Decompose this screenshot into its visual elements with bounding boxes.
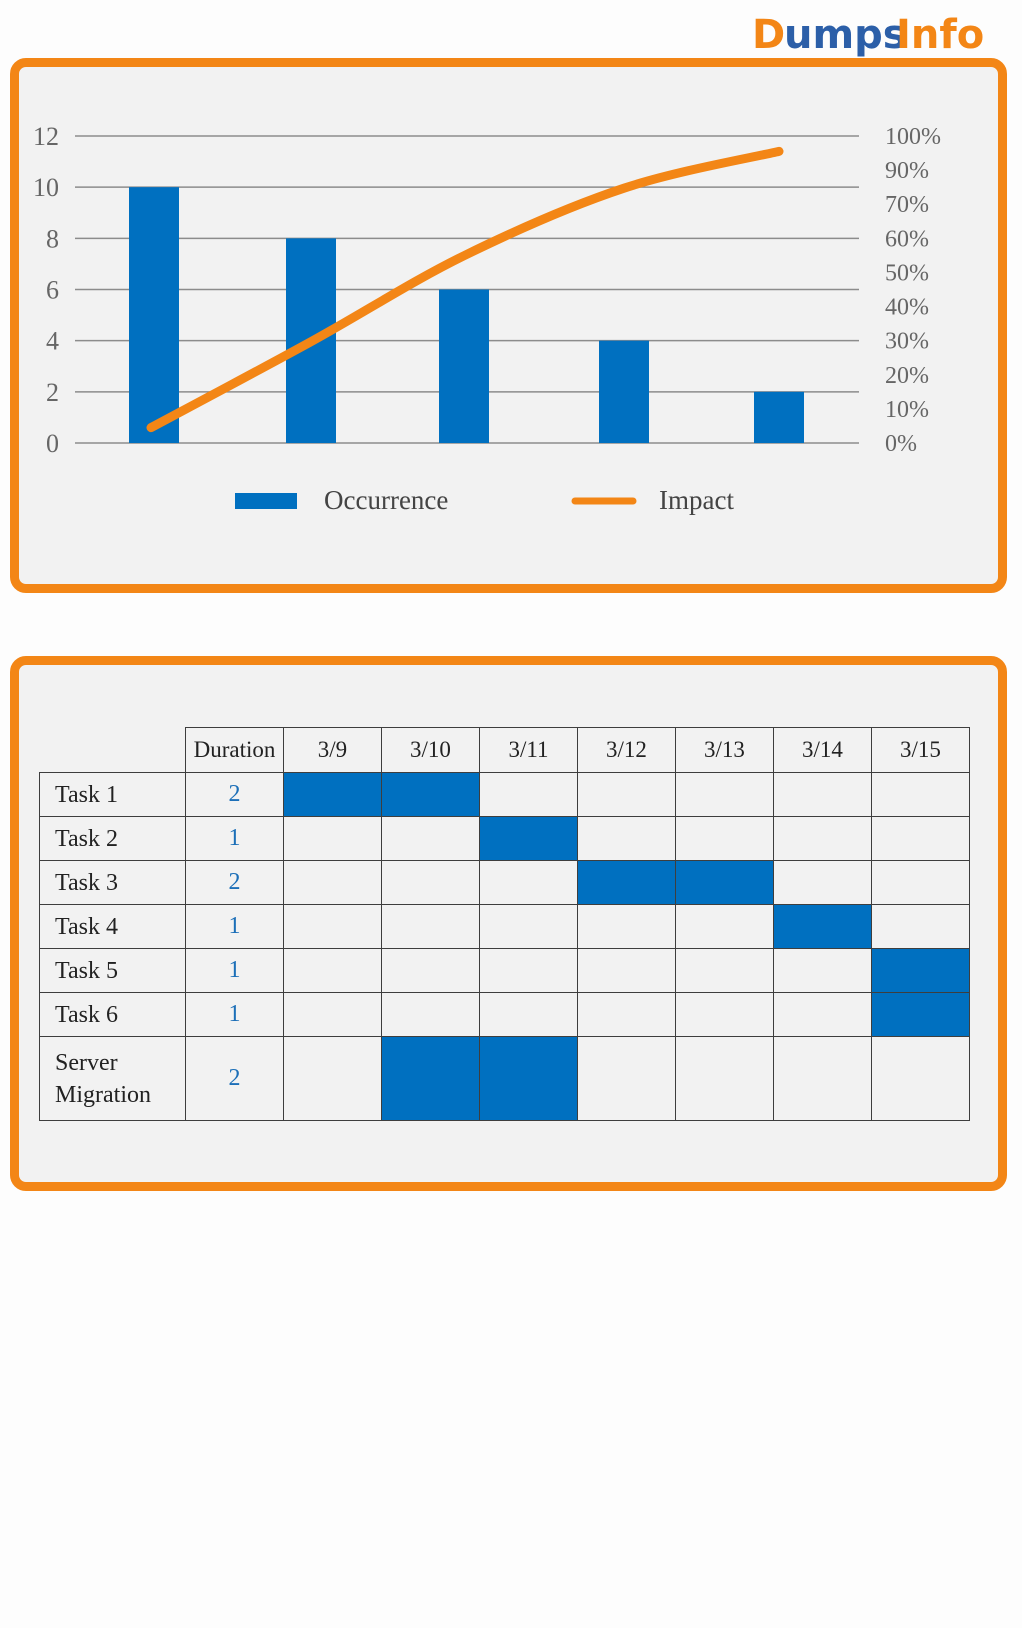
schedule-cell-empty — [578, 773, 676, 817]
schedule-cell-empty — [382, 817, 480, 861]
date-header: 3/15 — [872, 728, 970, 773]
schedule-cell-empty — [284, 861, 382, 905]
schedule-cell-empty — [382, 905, 480, 949]
schedule-cell-empty — [676, 773, 774, 817]
schedule-cell-filled — [480, 1037, 578, 1121]
schedule-cell-empty — [480, 949, 578, 993]
gantt-row — [40, 949, 970, 993]
gantt-row — [40, 817, 970, 861]
schedule-cell-empty — [284, 1037, 382, 1121]
gantt-row — [40, 993, 970, 1037]
task-duration: 1 — [186, 949, 284, 993]
task-duration: 2 — [186, 861, 284, 905]
schedule-cell-filled — [774, 905, 872, 949]
dumpsinfo-logo — [748, 6, 1008, 60]
schedule-cell-empty — [872, 905, 970, 949]
schedule-cell-filled — [382, 1037, 480, 1121]
schedule-cell-empty — [774, 993, 872, 1037]
task-name: Task 6 — [40, 993, 186, 1037]
schedule-cell-empty — [774, 773, 872, 817]
left-axis-tick: 8 — [46, 224, 59, 254]
schedule-cell-empty — [578, 1037, 676, 1121]
date-header: 3/14 — [774, 728, 872, 773]
schedule-cell-empty — [578, 993, 676, 1037]
schedule-cell-empty — [676, 905, 774, 949]
schedule-cell-empty — [774, 1037, 872, 1121]
schedule-cell-empty — [480, 861, 578, 905]
left-axis-tick: 2 — [46, 377, 59, 407]
schedule-cell-empty — [382, 861, 480, 905]
date-header: 3/11 — [480, 728, 578, 773]
gantt-chart-panel — [10, 656, 1007, 1191]
gantt-row — [40, 861, 970, 905]
occurrence-bar — [129, 187, 179, 443]
schedule-cell-filled — [382, 773, 480, 817]
legend-occurrence-label: Occurrence — [324, 485, 449, 515]
schedule-cell-empty — [480, 773, 578, 817]
task-duration: 1 — [186, 817, 284, 861]
date-header: 3/9 — [284, 728, 382, 773]
schedule-cell-filled — [872, 993, 970, 1037]
right-axis-tick: 30% — [885, 328, 929, 355]
right-axis-tick: 70% — [885, 192, 929, 219]
task-duration: 2 — [186, 1037, 284, 1121]
occurrence-bar — [599, 341, 649, 443]
right-axis-tick: 100% — [885, 124, 941, 150]
schedule-cell-empty — [382, 949, 480, 993]
logo-word-umps: umps — [784, 12, 907, 58]
task-duration: 2 — [186, 773, 284, 817]
left-axis-tick: 6 — [46, 275, 59, 305]
schedule-cell-empty — [480, 905, 578, 949]
schedule-cell-filled — [872, 949, 970, 993]
schedule-cell-filled — [284, 773, 382, 817]
pareto-chart — [19, 67, 998, 584]
schedule-cell-filled — [676, 861, 774, 905]
left-axis-tick: 0 — [46, 429, 59, 458]
gantt-header-row — [40, 728, 970, 773]
date-header: 3/13 — [676, 728, 774, 773]
schedule-cell-empty — [284, 905, 382, 949]
legend-occurrence-swatch — [235, 493, 297, 509]
task-name: Task 1 — [40, 773, 186, 817]
task-name: Task 3 — [40, 861, 186, 905]
schedule-cell-empty — [578, 817, 676, 861]
task-name: Task 2 — [40, 817, 186, 861]
schedule-cell-empty — [676, 949, 774, 993]
schedule-cell-empty — [774, 817, 872, 861]
date-header: 3/10 — [382, 728, 480, 773]
schedule-cell-empty — [578, 949, 676, 993]
gantt-corner-cell — [40, 728, 186, 773]
task-duration: 1 — [186, 905, 284, 949]
schedule-cell-empty — [676, 817, 774, 861]
schedule-cell-empty — [872, 773, 970, 817]
left-axis-tick: 4 — [46, 326, 59, 356]
schedule-cell-empty — [284, 949, 382, 993]
schedule-cell-empty — [872, 861, 970, 905]
occurrence-bar — [754, 392, 804, 443]
schedule-cell-empty — [578, 905, 676, 949]
schedule-cell-empty — [774, 949, 872, 993]
schedule-cell-empty — [676, 993, 774, 1037]
right-axis-tick: 60% — [885, 226, 929, 253]
logo-letter-d: D — [752, 12, 786, 58]
gantt-row — [40, 773, 970, 817]
occurrence-bar — [439, 290, 489, 444]
gantt-table — [39, 727, 970, 1121]
task-name: Task 4 — [40, 905, 186, 949]
gantt-row — [40, 1037, 970, 1121]
schedule-cell-empty — [676, 1037, 774, 1121]
task-name: Server Migration — [40, 1037, 186, 1121]
pareto-chart-panel — [10, 58, 1007, 593]
duration-header: Duration — [186, 728, 284, 773]
legend-impact-label: Impact — [659, 485, 734, 515]
schedule-cell-empty — [480, 993, 578, 1037]
right-axis-tick: 0% — [885, 431, 917, 457]
gantt-row — [40, 905, 970, 949]
right-axis-tick: 50% — [885, 260, 929, 287]
left-axis-tick: 12 — [33, 122, 59, 151]
right-axis-tick: 20% — [885, 362, 929, 389]
schedule-cell-empty — [774, 861, 872, 905]
schedule-cell-empty — [284, 993, 382, 1037]
left-axis-tick: 10 — [33, 173, 59, 203]
right-axis-tick: 10% — [885, 396, 929, 423]
schedule-cell-empty — [872, 1037, 970, 1121]
task-name: Task 5 — [40, 949, 186, 993]
schedule-cell-filled — [480, 817, 578, 861]
schedule-cell-filled — [578, 861, 676, 905]
right-axis-tick: 40% — [885, 294, 929, 321]
schedule-cell-empty — [872, 817, 970, 861]
schedule-cell-empty — [382, 993, 480, 1037]
task-duration: 1 — [186, 993, 284, 1037]
right-axis-tick: 90% — [885, 158, 929, 185]
logo-word-info: Info — [896, 12, 985, 58]
schedule-cell-empty — [284, 817, 382, 861]
date-header: 3/12 — [578, 728, 676, 773]
